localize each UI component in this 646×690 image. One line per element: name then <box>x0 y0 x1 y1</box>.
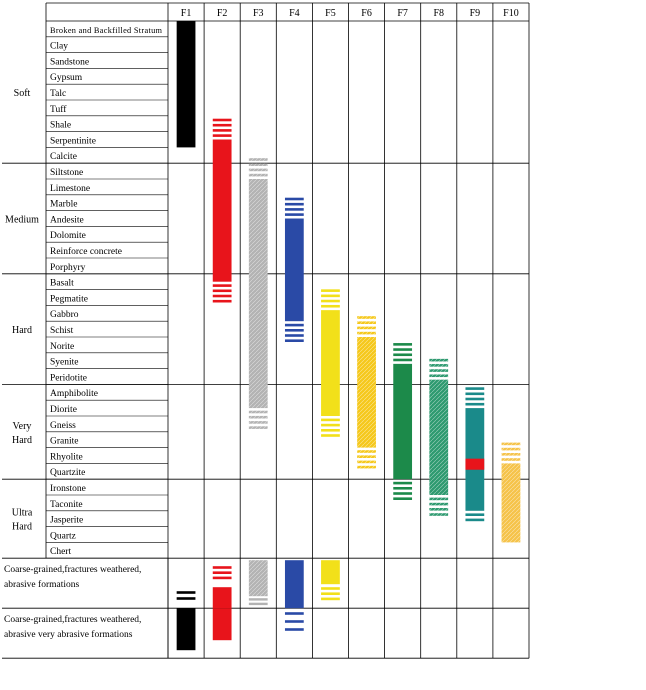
bar-f3-dash <box>249 411 268 414</box>
bar-f4-dash <box>285 203 304 206</box>
bar-f3-dash <box>249 174 268 177</box>
bar-f4-dash <box>285 324 304 327</box>
bar-f7-dash <box>393 482 412 485</box>
row-label: Calcite <box>50 152 77 163</box>
row-label: Porphyry <box>50 262 86 273</box>
row-label: Jasperite <box>50 515 84 526</box>
bottom-bar-f2 <box>213 566 232 569</box>
row-label: Gneiss <box>50 420 76 431</box>
bar-f5-dash <box>321 429 340 432</box>
group-label-medium: Medium <box>5 214 39 226</box>
bar-f10 <box>502 463 521 542</box>
row-label: Peridotite <box>50 373 87 384</box>
bar-f2-dash <box>213 290 232 293</box>
row-label: Diorite <box>50 405 77 415</box>
bottom-bar-f4 <box>285 560 304 608</box>
bar-f6-dash <box>357 450 376 453</box>
bar-f9-dash <box>465 398 484 401</box>
bar-f3-dash <box>249 158 268 161</box>
bar-f5-dash <box>321 300 340 303</box>
bottom-bar-f3 <box>249 598 268 600</box>
row-label: Andesite <box>50 215 84 226</box>
row-label: Broken and Backfilled Stratum <box>50 25 162 35</box>
bar-f10-dash <box>502 458 521 461</box>
bar-f5-dash <box>321 434 340 437</box>
bottom-bar-f2 <box>213 571 232 574</box>
bar-f9-dash <box>465 519 484 522</box>
column-header-f4: F4 <box>289 8 300 19</box>
row-label: Tuff <box>50 104 67 115</box>
bar-f7-dash <box>393 497 412 500</box>
bar-f1 <box>177 21 196 147</box>
bar-f4-dash <box>285 329 304 332</box>
row-label: Pegmatite <box>50 294 88 305</box>
row-label: Limestone <box>50 183 91 194</box>
column-header-f1: F1 <box>180 8 192 19</box>
row-label: Siltstone <box>50 168 84 178</box>
column-header-f6: F6 <box>361 8 372 19</box>
bar-f8-dash <box>429 498 448 501</box>
bar-f8-dash <box>429 374 448 377</box>
bar-f6-dash <box>357 461 376 464</box>
bar-f7 <box>393 364 412 479</box>
bar-f9-dash <box>465 387 484 390</box>
bottom-bar-f5 <box>321 598 340 601</box>
bar-f7-dash <box>393 492 412 495</box>
row-label: Shale <box>50 120 72 131</box>
bar-f8-dash <box>429 359 448 362</box>
bottom-bar-f2 <box>213 608 232 640</box>
column-header-f2: F2 <box>216 8 228 19</box>
bar-f5-dash <box>321 419 340 422</box>
bar-f6 <box>357 337 376 448</box>
group-label-soft: Soft <box>13 88 31 100</box>
group-label-hard: Hard <box>12 521 32 533</box>
bar-f3-dash <box>249 416 268 419</box>
row-label: Schist <box>50 326 74 336</box>
bar-f4 <box>285 219 304 322</box>
bar-f3-dash <box>249 163 268 166</box>
bar-f7-dash <box>393 348 412 351</box>
row-label: Rhyolite <box>50 452 83 463</box>
bottom-row-label: abrasive very abrasive formations <box>4 630 133 641</box>
bar-f5 <box>321 310 340 416</box>
bar-f3-dash <box>249 426 268 429</box>
bottom-row-label: abrasive formations <box>4 580 80 591</box>
row-label: Ironstone <box>50 484 86 494</box>
bar-f6-dash <box>357 332 376 335</box>
column-header-f10: F10 <box>503 8 519 19</box>
bar-f5-dash <box>321 289 340 292</box>
bar-f2-dash <box>213 129 232 132</box>
row-label: Gabbro <box>50 310 79 321</box>
row-label: Talc <box>50 89 67 99</box>
row-label: Quartzite <box>50 468 86 479</box>
bar-f8 <box>429 380 448 495</box>
bar-f10-dash <box>502 453 521 456</box>
row-label: Chert <box>50 547 72 558</box>
column-header-f7: F7 <box>397 8 408 19</box>
bottom-bar-f4 <box>285 612 304 615</box>
bar-f7-dash <box>393 359 412 362</box>
bar-f8-dash <box>429 369 448 372</box>
bottom-bar-f2 <box>213 587 232 608</box>
column-header-f9: F9 <box>469 8 481 19</box>
bar-f7-dash <box>393 353 412 356</box>
bar-f3 <box>249 179 268 408</box>
row-label: Amphibolite <box>50 389 99 400</box>
row-label: Basalt <box>50 278 74 289</box>
group-label-hard: Hard <box>12 325 32 337</box>
row-label: Granite <box>50 436 79 447</box>
group-label-ultra: Ultra <box>11 507 33 519</box>
row-label: Taconite <box>50 499 83 510</box>
bottom-bar-f5 <box>321 587 340 590</box>
group-label-hard: Hard <box>12 434 32 446</box>
bar-f7-dash <box>393 487 412 490</box>
bar-f8-dash <box>429 364 448 367</box>
bar-f5-dash <box>321 295 340 298</box>
bottom-bar-f3 <box>249 560 268 596</box>
column-header-f8: F8 <box>433 8 445 19</box>
bar-f4-dash <box>285 339 304 342</box>
bar-f8-dash <box>429 513 448 516</box>
bar-f3-dash <box>249 421 268 424</box>
bar-f3-dash <box>249 169 268 172</box>
group-label-very: Very <box>12 420 32 432</box>
bottom-row-label: Coarse-grained,fractures weathered, <box>4 565 142 576</box>
row-label: Norite <box>50 341 75 352</box>
bar-f9-dash <box>465 393 484 396</box>
row-label: Quartz <box>50 531 76 542</box>
bar-f5-dash <box>321 305 340 308</box>
bar-f2-dash <box>213 119 232 122</box>
row-label: Clay <box>50 41 68 52</box>
bottom-bar-f4 <box>285 620 304 623</box>
bar-f6-dash <box>357 327 376 330</box>
bar-f6-dash <box>357 466 376 469</box>
bar-f2-dash <box>213 300 232 303</box>
bar-f5-dash <box>321 424 340 427</box>
bar-f9-accent <box>465 459 484 470</box>
bar-f4-dash <box>285 334 304 337</box>
bottom-row-label: Coarse-grained,fractures weathered, <box>4 615 142 626</box>
bottom-bar-f1 <box>177 591 196 594</box>
row-label: Marble <box>50 199 78 210</box>
row-label: Syenite <box>50 357 79 368</box>
row-label: Sandstone <box>50 57 90 68</box>
bar-f8-dash <box>429 503 448 506</box>
bottom-bar-f3 <box>249 603 268 605</box>
bottom-bar-f1 <box>177 597 196 600</box>
bar-f10-dash <box>502 443 521 446</box>
bar-f8-dash <box>429 508 448 511</box>
bar-f2-dash <box>213 284 232 287</box>
bottom-bar-f1 <box>177 608 196 650</box>
bar-f2-dash <box>213 134 232 137</box>
column-header-f5: F5 <box>325 8 336 19</box>
bar-f6-dash <box>357 316 376 319</box>
bar-f6-dash <box>357 455 376 458</box>
bar-f4-dash <box>285 198 304 201</box>
bar-f2-dash <box>213 124 232 127</box>
bar-f2 <box>213 140 232 282</box>
bottom-bar-f2 <box>213 577 232 580</box>
bar-f7-dash <box>393 343 412 346</box>
bar-f6-dash <box>357 321 376 324</box>
bar-f9-dash <box>465 403 484 406</box>
row-label: Gypsum <box>50 73 83 84</box>
bar-f4-dash <box>285 213 304 216</box>
bar-f4-dash <box>285 208 304 211</box>
bottom-bar-f5 <box>321 560 340 584</box>
column-header-f3: F3 <box>252 8 264 19</box>
row-label: Dolomite <box>50 231 86 242</box>
row-label: Serpentinite <box>50 136 96 147</box>
row-label: Reinforce concrete <box>50 247 122 257</box>
bar-f2-dash <box>213 295 232 298</box>
bar-f10-dash <box>502 448 521 451</box>
bottom-bar-f5 <box>321 592 340 595</box>
bar-f9-dash <box>465 513 484 516</box>
bottom-bar-f4 <box>285 628 304 631</box>
